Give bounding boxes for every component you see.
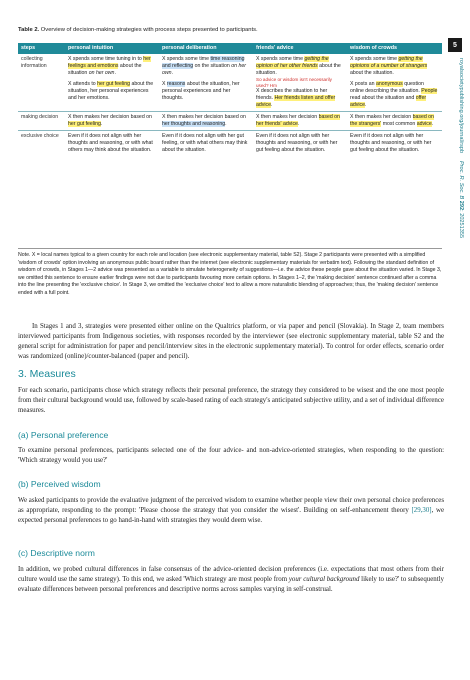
table-row [18, 54, 442, 112]
cell-deliberation-exclusive: Even if it does not align with her gut feeling, or with what others may think about the situation. [159, 131, 253, 157]
cell-friends-collecting [253, 54, 347, 112]
journal-volume: 292 [458, 200, 464, 211]
table-cell-text: X spends some time tuning in to her feelings and emotions about the situation on her own. [68, 56, 151, 77]
table-header-row [18, 43, 442, 54]
table-cell-text: X then makes her decision based on the strangers' most common advice. [350, 114, 434, 128]
table-note [18, 248, 442, 297]
table-cell-text: X then makes her decision based on her friends' advice. [256, 114, 340, 128]
table-cell-text: X spends some time getting the opinions of a number of strangers about the situation. [350, 56, 428, 77]
measures-paragraph: For each scenario, participants chose which strategy reflects their personal preference, the strategy they considered to be wisest and the one most people from their cultural background would use, followed by scale-based rating of each strategy's anticipated subjective utility, and a set of individual difference measures. [18, 387, 444, 414]
section-title-measures: 3. Measures [18, 368, 76, 380]
personal-preference-paragraph: To examine personal preferences, participants selected one of the four advice- and non-advice-oriented strategies, when responding to the question: 'Which strategy would you use?' [18, 447, 444, 464]
table-cell-text: X attends to her gut feeling about the situation, her personal experiences and her emotions. [68, 81, 154, 102]
table-row [18, 112, 442, 131]
cell-intuition-making [65, 112, 159, 131]
journal-name: Proc. R. Soc. B [458, 160, 464, 200]
cell-friends-exclusive: Even if it does not align with her thoughts and reasoning, or with her gut feeling about the situation. [253, 131, 347, 157]
row-step-exclusive: exclusive choice [18, 131, 65, 157]
citation-link[interactable]: [29,30] [411, 507, 432, 514]
subsection-title-personal-preference: (a) Personal preference [18, 430, 109, 440]
table-cell-text: X describes the situation to her friends. Her friends listen and offer advice. [256, 88, 336, 109]
journal-site[interactable]: royalsocietypublishing.org/journal/rspb [458, 58, 464, 154]
strategies-table [18, 43, 442, 156]
header-wisdom-of-crowds: wisdom of crowds [347, 43, 442, 54]
cell-friends-making [253, 112, 347, 131]
cell-crowds-making [347, 112, 442, 131]
table-title [18, 27, 438, 33]
cell-intuition-exclusive: Even if it does not align with her thoughts and reasoning, or with what others may think about the situation. [65, 131, 159, 157]
subsection-title-perceived-wisdom: (b) Perceived wisdom [18, 479, 101, 489]
table-cell-text: X spends some time getting the opinion of her other friends about the situation. [256, 56, 341, 77]
row-step-collecting: collecting information [21, 56, 47, 70]
header-friends-advice: friends' advice [253, 43, 347, 54]
cell-deliberation-making [159, 112, 253, 131]
header-personal-deliberation: personal deliberation [159, 43, 253, 54]
subsection-title-descriptive-norm: (c) Descriptive norm [18, 548, 95, 558]
table-cell-text: X spends some time time reasoning and reflecting on the situation on her own. [162, 56, 246, 77]
cell-intuition-collecting [65, 54, 159, 112]
table-cell-text: X then makes her decision based on her thoughts and reasoning. [162, 114, 246, 128]
intro-paragraph: In Stages 1 and 3, strategies were presented either online on the Qualtrics platform, or via paper and pencil (Slovakia). In Stage 2, team members interviewed participants from Indigenous societies, with responses recorded by the interviewer (see electronic supplementary material, table S2 and the general script for administration for paper and pencil/interview sites in the electronic supplementary material). To control for order effects, scenario order was randomized (online)/counter-balanced (paper and pencil). [18, 323, 444, 360]
table-cell-text: X reasons about the situation, her personal experiences and her thoughts. [162, 81, 240, 102]
cell-crowds-exclusive: Even if it does not align with her thoughts and reasoning, or with her gut feeling about the situation. [347, 131, 442, 157]
page-number: 5 [448, 38, 462, 52]
table-cell-text: X then makes her decision based on her gut feeling. [68, 114, 152, 128]
header-personal-intuition: personal intuition [65, 43, 159, 54]
table-row [18, 131, 442, 157]
row-step-making: making decision [18, 112, 65, 131]
annotation-note: So advice or wisdom isn't necessarily used? Hm [256, 77, 332, 88]
journal-article: 20251355 [458, 213, 464, 239]
header-steps: steps [18, 43, 65, 54]
table-label: Table 2. [18, 27, 40, 33]
cell-deliberation-collecting [159, 54, 253, 112]
table-caption: Overview of decision-making strategies with process steps presented to participants. [40, 27, 258, 33]
cell-crowds-collecting [347, 54, 442, 112]
perceived-wisdom-paragraph: We asked participants to provide the evaluative judgment of the perceived wisdom to examine whether people view their own personal choice preferences as appropriate, responding to the prompt: 'Please choose the strategy that you consider the wisest'. Building on self-enhancement theory [29,30], we expected personal preferences to go hand-in-hand with strategies they would deem wise. [18, 497, 445, 524]
descriptive-norm-paragraph: In addition, we probed cultural differences in false consensus of the advice-oriented decision preferences (i.e. expectations that most others from their culture would use the same strategy). To this end, we asked 'Which strategy are most people from your cultural background likely to use?' to subsequently evaluate differences between personal preferences and descriptive norms across samples varying in self-construal. [18, 566, 444, 593]
table-note-divider [18, 248, 442, 249]
table-cell-text: X posts an anonymous question online describing the situation. People read about the situation and offer advice. [350, 81, 438, 109]
table-note-text: Note. X = local names typical to a given country for each role and location (see electronic supplementary material, table S2). Stage 2 participants were presented with a simplified 'wisdom of crowds' option involving an anonymous public board rather than the internet (see electronic supplementary materials for verbatim text). Following the standard definition of wisdom of crowds, in Stages 1—2 advice was presented as a variable to simulate heterogeneity of suggestions—i.e. the advice these people gave about the situation varied. In Stage 3, we omitted this sentence to ensure earlier findings were not due to participants favouring more certain options. In Stages 1–2, the 'making decision' sentence continued after a comma into the line presenting the 'exclusive choice'. In Stage 3, we omitted the 'exclusive choice' text to allow a more naturalistic blending of approaches; thus, the 'making decision' sentence ended with a full point. [18, 252, 442, 296]
journal-side-header: royalsocietypublishing.org/journal/rspb Proc. R. Soc. B 292: 20251355 [458, 58, 464, 239]
